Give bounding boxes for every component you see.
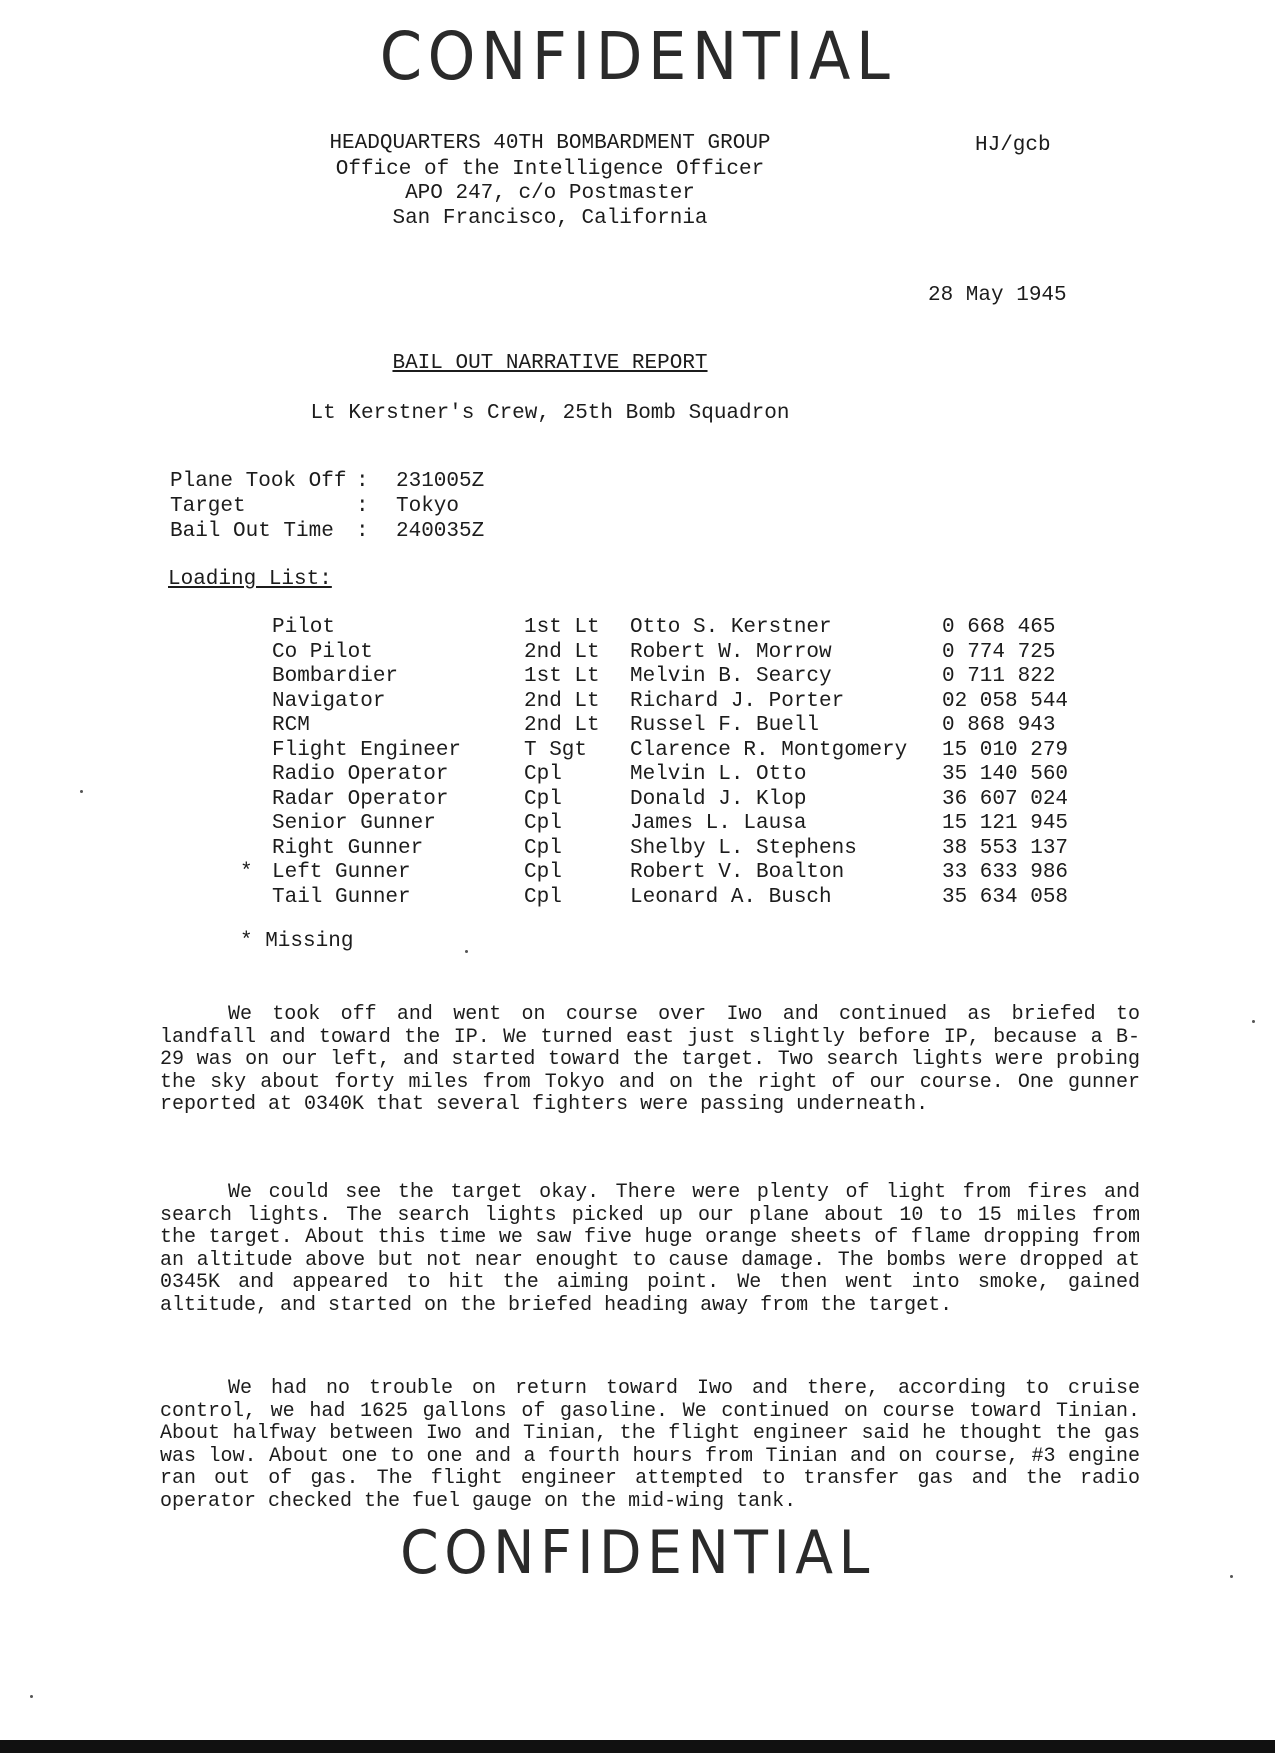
crew-mark: * <box>240 861 253 884</box>
crew-name: Leonard A. Busch <box>630 885 832 909</box>
header-line-1: HEADQUARTERS 40TH BOMBARDMENT GROUP <box>329 132 771 155</box>
crew-serial: 0 774 725 <box>942 640 1056 664</box>
crew-serial: 38 553 137 <box>942 836 1069 860</box>
narrative-paragraph-2: We could see the target okay. There were plenty of light from fires and search lights. The search lights picked up our plane about 10 to 15 miles from the target. About this time we saw five huge orange sheets of flame dropping from an altitude above but not near enought to cause damage. The bombs were dropped at 0345K and appeared to hit the aiming point. We then went into smoke, gained altitude, and started on the briefed heading away from the target. <box>160 1181 1140 1317</box>
crew-rank: Cpl <box>524 885 562 909</box>
reference-code: HJ/gcb <box>975 134 1051 157</box>
crew-row <box>0 763 1275 787</box>
header-line-4: San Francisco, California <box>392 207 708 230</box>
crew-name: Otto S. Kerstner <box>630 616 832 639</box>
crew-row <box>0 886 1275 910</box>
scan-speck <box>465 950 468 953</box>
crew-serial: 0 868 943 <box>942 714 1056 737</box>
info-separator: : <box>356 470 369 493</box>
crew-position: Radio Operator <box>272 763 449 786</box>
header-line-3: APO 247, c/o Postmaster <box>405 182 695 205</box>
crew-position: Bombardier <box>272 665 399 688</box>
crew-rank: Cpl <box>524 763 562 786</box>
missing-note: * Missing <box>240 930 354 953</box>
crew-name: Russel F. Buell <box>630 714 820 737</box>
crew-row <box>0 861 1275 885</box>
crew-name: Richard J. Porter <box>630 689 845 713</box>
crew-row <box>0 739 1275 763</box>
crew-serial: 0 711 822 <box>942 665 1056 688</box>
crew-serial: 0 668 465 <box>942 616 1056 639</box>
crew-name: James L. Lausa <box>630 812 807 835</box>
crew-rank: T Sgt <box>524 738 588 762</box>
crew-name: Robert V. Boalton <box>630 861 845 884</box>
info-label: Target <box>170 495 246 518</box>
crew-row <box>0 837 1275 861</box>
crew-position: Tail Gunner <box>272 885 411 909</box>
crew-row <box>0 665 1275 689</box>
crew-position: Flight Engineer <box>272 738 462 762</box>
info-label: Plane Took Off <box>170 470 347 493</box>
scan-speck <box>80 790 83 793</box>
crew-position: RCM <box>272 714 310 737</box>
loading-list-label: Loading List: <box>168 568 332 591</box>
scan-speck <box>30 1695 33 1698</box>
crew-serial: 15 010 279 <box>942 738 1069 762</box>
crew-name: Robert W. Morrow <box>630 640 832 664</box>
confidential-stamp-top: CONFIDENTIAL <box>379 18 896 95</box>
header-line-2: Office of the Intelligence Officer <box>335 158 765 181</box>
crew-row <box>0 641 1275 665</box>
crew-rank: Cpl <box>524 812 562 835</box>
crew-row <box>0 812 1275 836</box>
scan-speck <box>1252 1020 1255 1023</box>
crew-name: Clarence R. Montgomery <box>630 738 908 762</box>
crew-position: Senior Gunner <box>272 812 436 835</box>
crew-position: Navigator <box>272 689 386 713</box>
scan-speck <box>1230 1575 1233 1578</box>
info-label: Bail Out Time <box>170 520 334 543</box>
crew-rank: Cpl <box>524 787 562 811</box>
crew-rank: 1st Lt <box>524 665 600 688</box>
crew-name: Melvin B. Searcy <box>630 665 832 688</box>
crew-rank: 2nd Lt <box>524 714 600 737</box>
crew-serial: 36 607 024 <box>942 787 1069 811</box>
crew-rank: Cpl <box>524 836 562 860</box>
crew-rank: 2nd Lt <box>524 640 600 664</box>
crew-name: Melvin L. Otto <box>630 763 807 786</box>
report-title: BAIL OUT NARRATIVE REPORT <box>392 352 708 375</box>
crew-rank: Cpl <box>524 861 562 884</box>
crew-position: Co Pilot <box>272 640 373 664</box>
crew-row <box>0 690 1275 714</box>
crew-position: Left Gunner <box>272 861 411 884</box>
narrative-paragraph-3: We had no trouble on return toward Iwo and there, according to cruise control, we had 1625 gallons of gasoline. We continued on course toward Tinian. About halfway between Iwo and Tinian, the flight engineer said he thought the gas was low. About one to one and a fourth hours from Tinian and on course, #3 engine ran out of gas. The flight engineer attempted to transfer gas and the radio operator checked the fuel gauge on the mid-wing tank. <box>160 1377 1140 1513</box>
crew-position: Radar Operator <box>272 787 449 811</box>
crew-serial: 35 140 560 <box>942 763 1069 786</box>
crew-name: Donald J. Klop <box>630 787 807 811</box>
crew-row <box>0 714 1275 738</box>
crew-rank: 1st Lt <box>524 616 600 639</box>
crew-row <box>0 616 1275 640</box>
crew-serial: 15 121 945 <box>942 812 1069 835</box>
confidential-stamp-bottom: CONFIDENTIAL <box>400 1518 875 1588</box>
report-date: 28 May 1945 <box>928 284 1067 307</box>
crew-serial: 02 058 544 <box>942 689 1069 713</box>
info-value: Tokyo <box>396 495 460 518</box>
info-value: 240035Z <box>396 520 485 543</box>
report-subtitle: Lt Kerstner's Crew, 25th Bomb Squadron <box>310 402 790 425</box>
info-value: 231005Z <box>396 470 485 493</box>
scan-edge-bar <box>0 1740 1275 1753</box>
crew-rank: 2nd Lt <box>524 689 600 713</box>
crew-name: Shelby L. Stephens <box>630 836 857 860</box>
info-separator: : <box>356 495 369 518</box>
crew-row <box>0 788 1275 812</box>
info-separator: : <box>356 520 369 543</box>
crew-serial: 35 634 058 <box>942 885 1069 909</box>
narrative-paragraph-1: We took off and went on course over Iwo and continued as briefed to landfall and toward the IP. We turned east just slightly before IP, because a B-29 was on our left, and started toward the target. Two search lights were probing the sky about forty miles from Tokyo and on the right of our course. One gunner reported at 0340K that several fighters were passing underneath. <box>160 1003 1140 1116</box>
crew-position: Pilot <box>272 616 336 639</box>
crew-position: Right Gunner <box>272 836 424 860</box>
crew-serial: 33 633 986 <box>942 861 1069 884</box>
